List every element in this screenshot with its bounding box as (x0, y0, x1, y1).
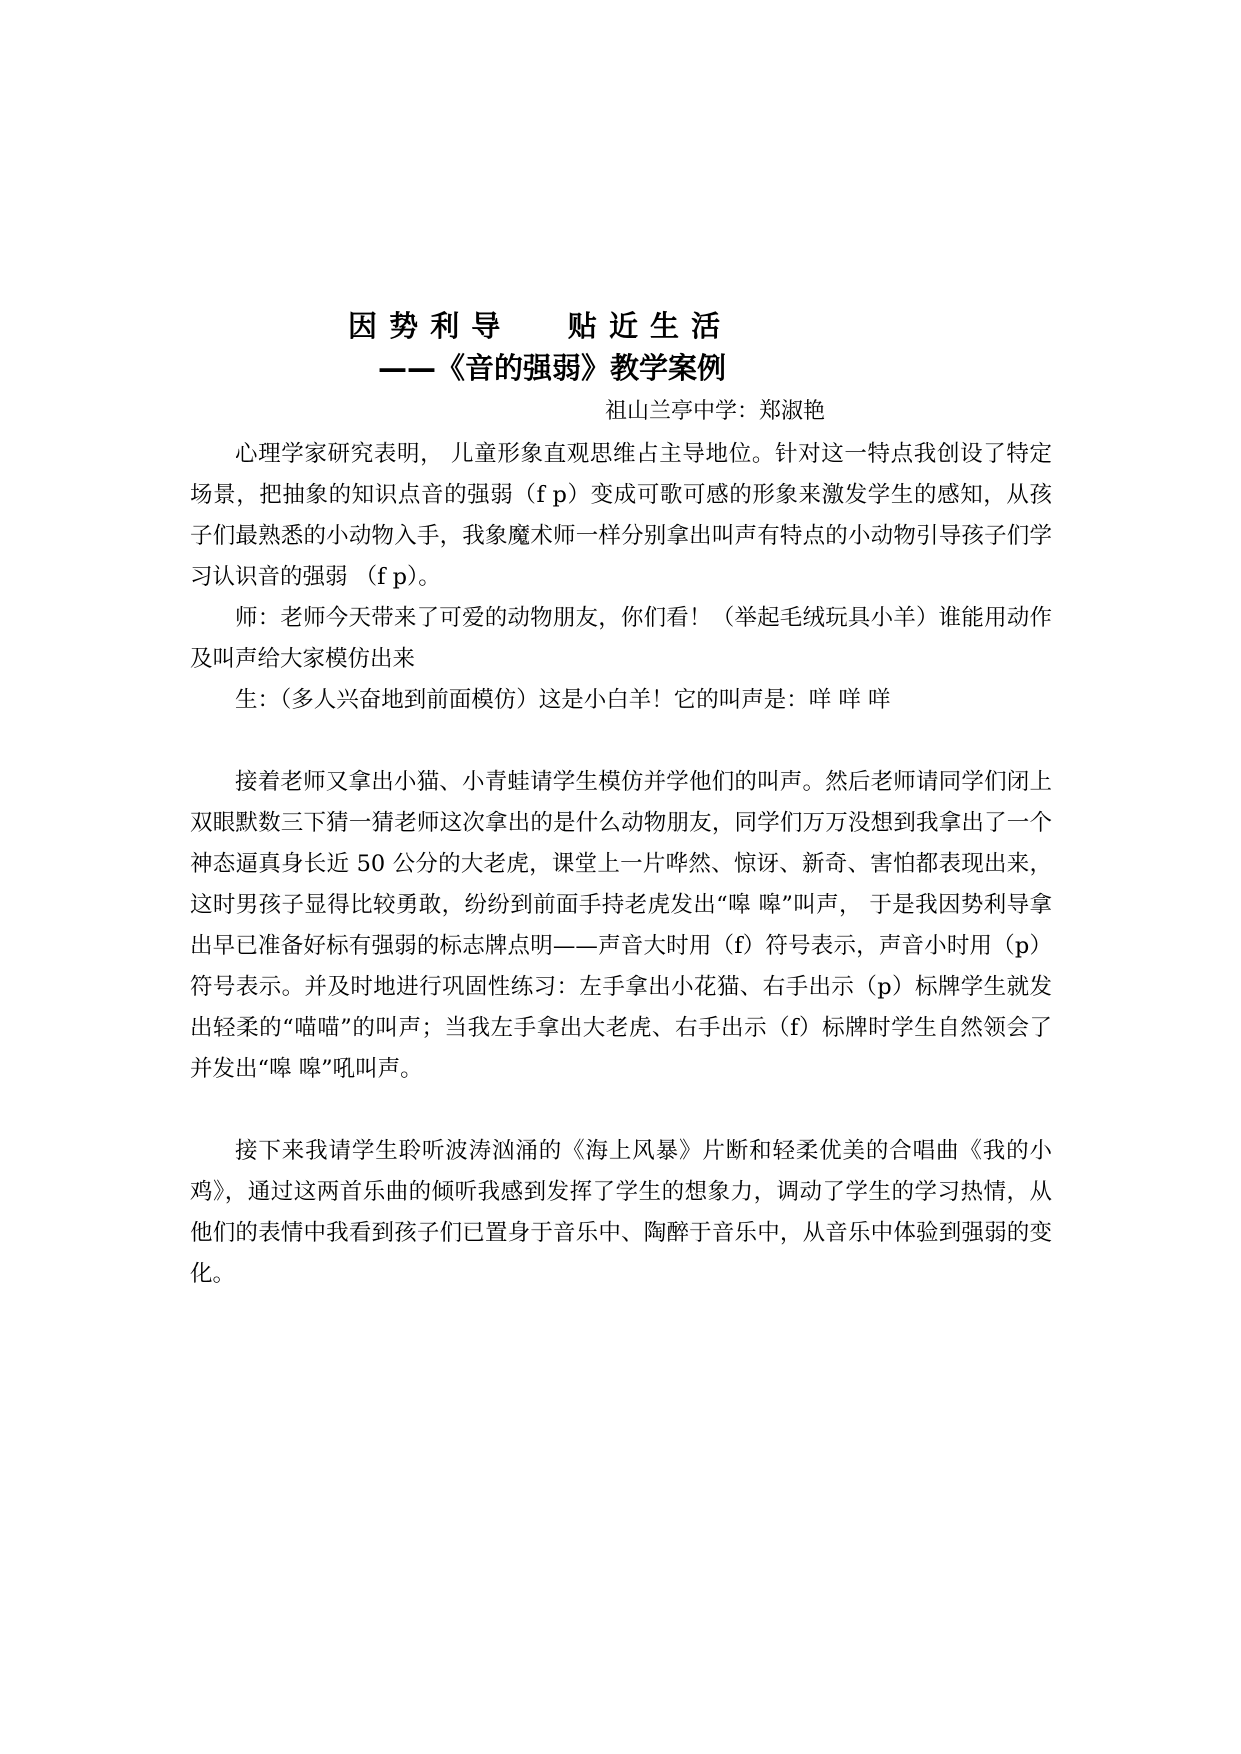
paragraph-tiger: 接着老师又拿出小猫、小青蛙请学生模仿并学他们的叫声。然后老师请同学们闭上双眼默数三下猜一猜老师这次拿出的是什么动物朋友，同学们万万没想到我拿出了一个神态逼真身长近 50 公分的大老虎，课堂上一片哗然、惊讶、新奇、害怕都表现出来，这时男孩子显得比较勇敢，纷纷到前面手持老虎发出“嗥 嗥”叫声， 于是我因势利导拿出早已准备好标有强弱的标志牌点明——声音大时用（f）符号表示，声音小时用（p）符号表示。并及时地进行巩固性练习：左手拿出小花猫、右手出示（p）标牌学生就发出轻柔的“喵喵”的叫声；当我左手拿出大老虎、右手出示（f）标牌时学生自然领会了并发出“嗥 嗥”吼叫声。 (190, 769, 1052, 1082)
document-body (190, 434, 1052, 1295)
paragraph-spacer (190, 1090, 1052, 1131)
author-line: 祖山兰亭中学：郑淑艳 (605, 399, 826, 424)
paragraph-spacer (190, 721, 1052, 762)
document-subtitle: ——《音的强弱》教学案例 (378, 351, 727, 385)
paragraph-intro: 心理学家研究表明， 儿童形象直观思维占主导地位。针对这一特点我创设了特定场景，把抽象的知识点音的强弱（f p）变成可歌可感的形象来激发学生的感知，从孩子们最熟悉的小动物入手，我象魔术师一样分别拿出叫声有特点的小动物引导孩子们学习认识音的强弱 （f p）。 (190, 441, 1052, 590)
paragraph-student: 生：（多人兴奋地到前面模仿）这是小白羊！它的叫声是：咩 咩 咩 (235, 687, 891, 713)
paragraph-listening: 接下来我请学生聆听波涛汹涌的《海上风暴》片断和轻柔优美的合唱曲《我的小鸡》，通过这两首乐曲的倾听我感到发挥了学生的想象力，调动了学生的学习热情，从他们的表情中我看到孩子们已置身于音乐中、陶醉于音乐中，从音乐中体验到强弱的变化。 (190, 1138, 1052, 1287)
document-title: 因 势 利 导 贴 近 生 活 (348, 309, 722, 343)
paragraph-teacher: 师：老师今天带来了可爱的动物朋友，你们看！（举起毛绒玩具小羊）谁能用动作及叫声给大家模仿出来 (190, 605, 1052, 672)
